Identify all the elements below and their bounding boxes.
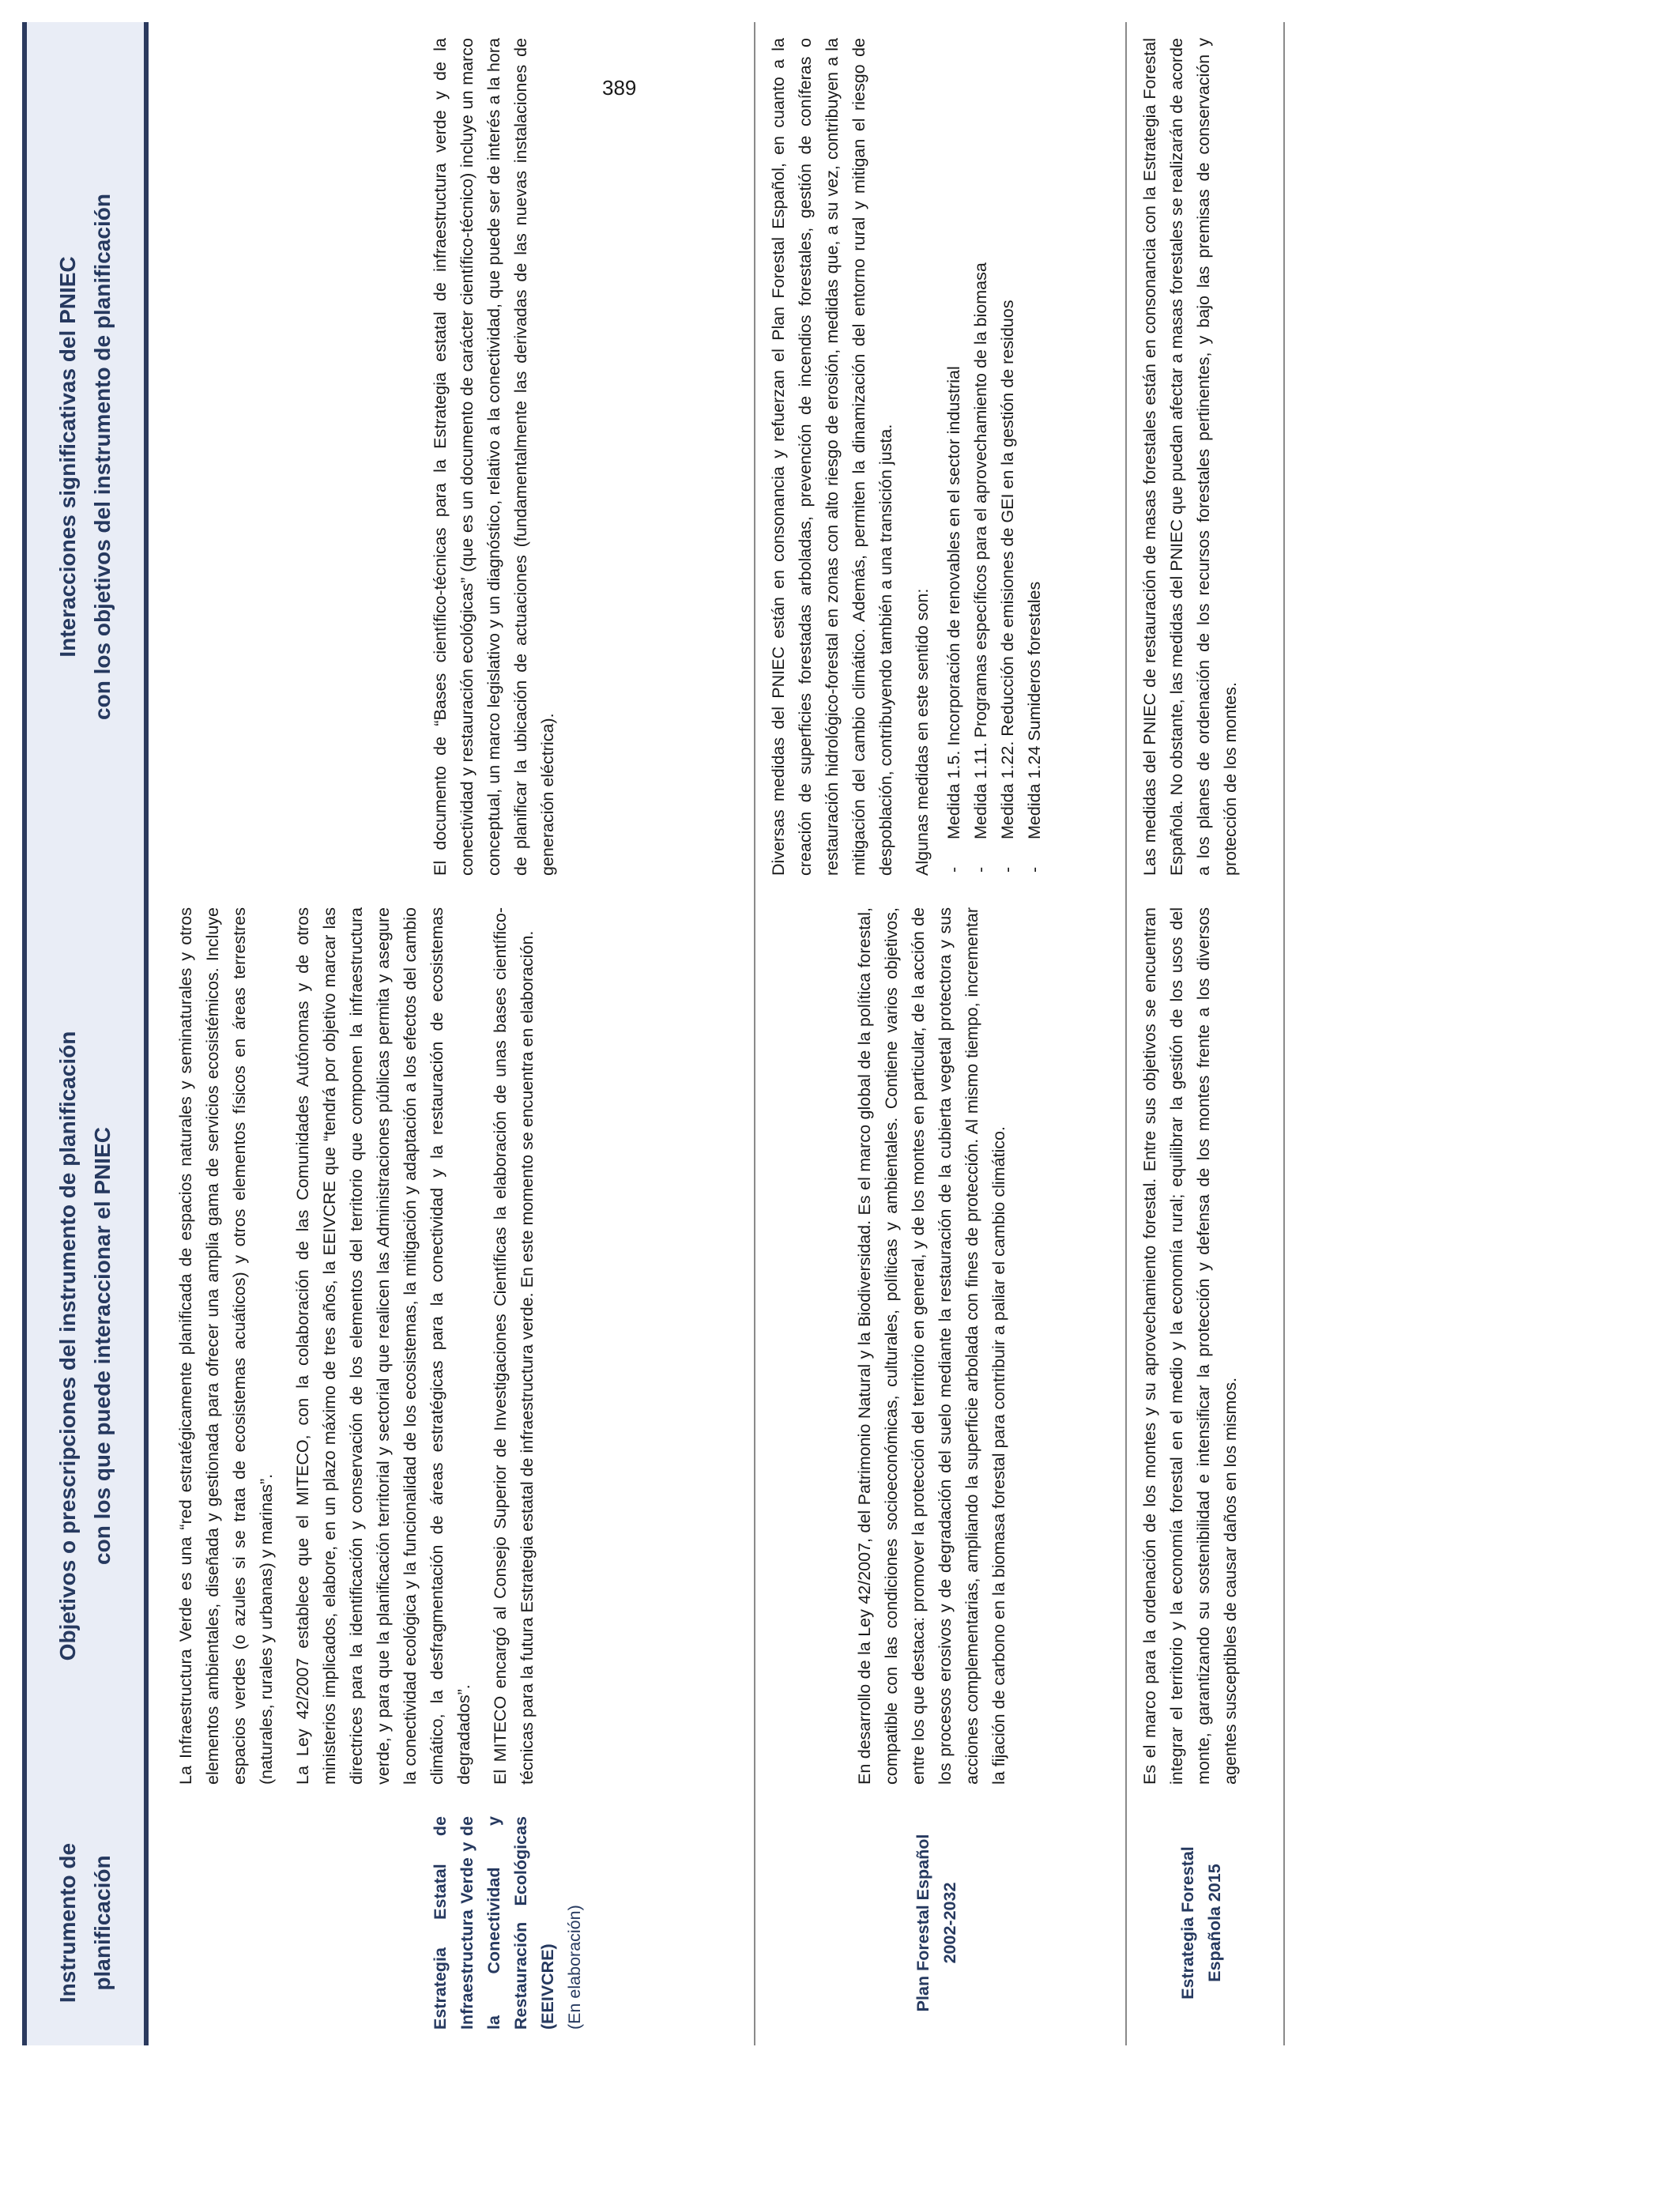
planning-instruments-table [22,22,1285,2045]
header-objectives [24,892,146,1800]
objectives-paragraph: En desarrollo de la Ley 42/2007, del Patrimonio Natural y la Biodiversidad. Es el marco global de la política forestal, compatible con las condiciones socioeconómicas, culturales, políticas y ambientales. Contiene varios objetivos, entre los que destaca: promover la protección del territorio en general, y de los montes en particular, de la acción de los procesos erosivos y de degradación del suelo mediante la restauración de la cubierta vegetal protectora y sus acciones complementarias, ampliando la superficie arbolada con fines de protección. Al mismo tiempo, incrementar la fijación de carbono en la biomasa forestal para contribuir a paliar el cambio climático. [855,907,1008,1785]
instrument-name: Estrategia Estatal de Infraestructura Verde y de la Conectividad y Restauración Ecológicas (EEIVCRE) [431,1816,557,2030]
list-item: - Medida 1.22. Reducción de emisiones de GEI en la gestión de residuos [994,38,1021,876]
instrument-cell [146,1800,755,2045]
interactions-paragraph: Las medidas del PNIEC de restauración de masas forestales están en consonancia con la Estrategia Forestal Española. No obstante, las medidas del PNIEC que puedan afectar a masas forestales se realizarán de acorde a los planes de ordenación de los recursos forestales pertinentes, y bajo las premisas de conservación y protección de los montes. [1140,38,1240,876]
header-objectives-line1: Objetivos o prescripciones del instrumento de planificación [55,1031,80,1661]
interactions-paragraph: El documento de “Bases científico-técnicas para la Estrategia estatal de infraestructura verde y de la conectividad y restauración ecológicas” (que es un documento de carácter científico-técnico) incluye un marco conceptual, un marco legislativo y un diagnóstico, relativo a la conectividad, que puede ser de interés a la hora de planificar la ubicación de actuaciones (fundamentalmente las derivadas de las nuevas instalaciones de generación eléctrica). [431,38,557,876]
table-row [146,22,755,2045]
header-interactions-line2: con los objetivos del instrumento de planificación [90,194,115,720]
interactions-paragraph: Diversas medidas del PNIEC están en consonancia y refuerzan el Plan Forestal Español, en cuanto a la creación de superficies forestadas arboladas, prevención de incendios forestales, gestión de coníferas o restauración hidrológico-forestal en zonas con alto riesgo de erosión, medidas que, a su vez, contribuyen a la mitigación del cambio climático. Además, permiten la dinamización del entorno rural y mitigan el riesgo de despoblación, contribuyendo también a una transición justa. [769,38,895,876]
instrument-name: Estrategia Forestal Española 2015 [1178,1846,1224,2000]
page-number: 389 [602,76,637,100]
interactions-cell [146,22,755,892]
objectives-cell [146,892,755,1800]
header-interactions-line1: Interacciones significativas del PNIEC [55,256,80,658]
measures-list [940,38,1048,876]
instrument-cell [755,1800,1126,2045]
objectives-paragraph: La Infraestructura Verde es una “red estratégicamente planificada de espacios naturales y seminaturales y otros elementos ambientales, diseñada y gestionada para ofrecer una amplia gama de servicios ecosistémicos. Incluye espacios verdes (o azules si se trata de ecosistemas acuáticos) y otros elementos físicos en áreas terrestres (naturales, rurales y urbanas) y marinas”. [176,907,276,1785]
list-item: - Medida 1.11. Programas específicos para el aprovechamiento de la biomasa [967,38,994,876]
instrument-cell [1126,1800,1284,2045]
list-item: - Medida 1.24 Sumideros forestales [1021,38,1048,876]
objectives-paragraph: La Ley 42/2007 establece que el MITECO, con la colaboración de las Comunidades Autónomas y de otros ministerios implicados, elabore, en un plazo máximo de tres años, la EEIVCRE que “tendrá por objetivo marcar las directrices para la identificación y conservación de los elementos del territorio que componen la infraestructura verde, y para que la planificación territorial y sectorial que realicen las Administraciones públicas permita y asegure la conectividad ecológica y la funcionalidad de los ecosistemas, la mitigación y adaptación a los efectos del cambio climático, la desfragmentación de áreas estratégicas para la conectividad y la restauración de ecosistemas degradados”. [293,907,473,1785]
interactions-cell [1126,22,1284,892]
table-row [755,22,1126,2045]
header-instrument-label: Instrumento de planificación [55,1842,115,2004]
header-instrument [24,1800,146,2045]
objectives-paragraph: El MITECO encargó al Consejo Superior de Investigaciones Científicas la elaboración de unas bases científico-técnicas para la futura Estrategia estatal de infraestructura verde. En este momento se encuentra en elaboración. [491,907,537,1785]
header-objectives-line2: con los que puede interaccionar el PNIEC [90,1127,115,1565]
table-row [1126,22,1284,2045]
instrument-name: Plan Forestal Español 2002-2032 [913,1834,959,2012]
objectives-paragraph: Es el marco para la ordenación de los montes y su aprovechamiento forestal. Entre sus objetivos se encuentran integrar el territorio y la economía forestal en el medio y la economía rural; equilibrar la gestión de los usos del monte, garantizando su sostenibilidad e intensificar la protección y defensa de los montes frente a los diversos agentes susceptibles de causar daños en los mismos. [1140,907,1240,1785]
header-interactions [24,22,146,892]
table-header-row [24,22,146,2045]
objectives-cell [1126,892,1284,1800]
interactions-cell [755,22,1126,892]
list-item: - Medida 1.5. Incorporación de renovables en el sector industrial [940,38,967,876]
instrument-note: (En elaboración) [565,1905,584,2030]
measures-intro: Algunas medidas en este sentido son: [913,588,932,876]
objectives-cell [755,892,1126,1800]
